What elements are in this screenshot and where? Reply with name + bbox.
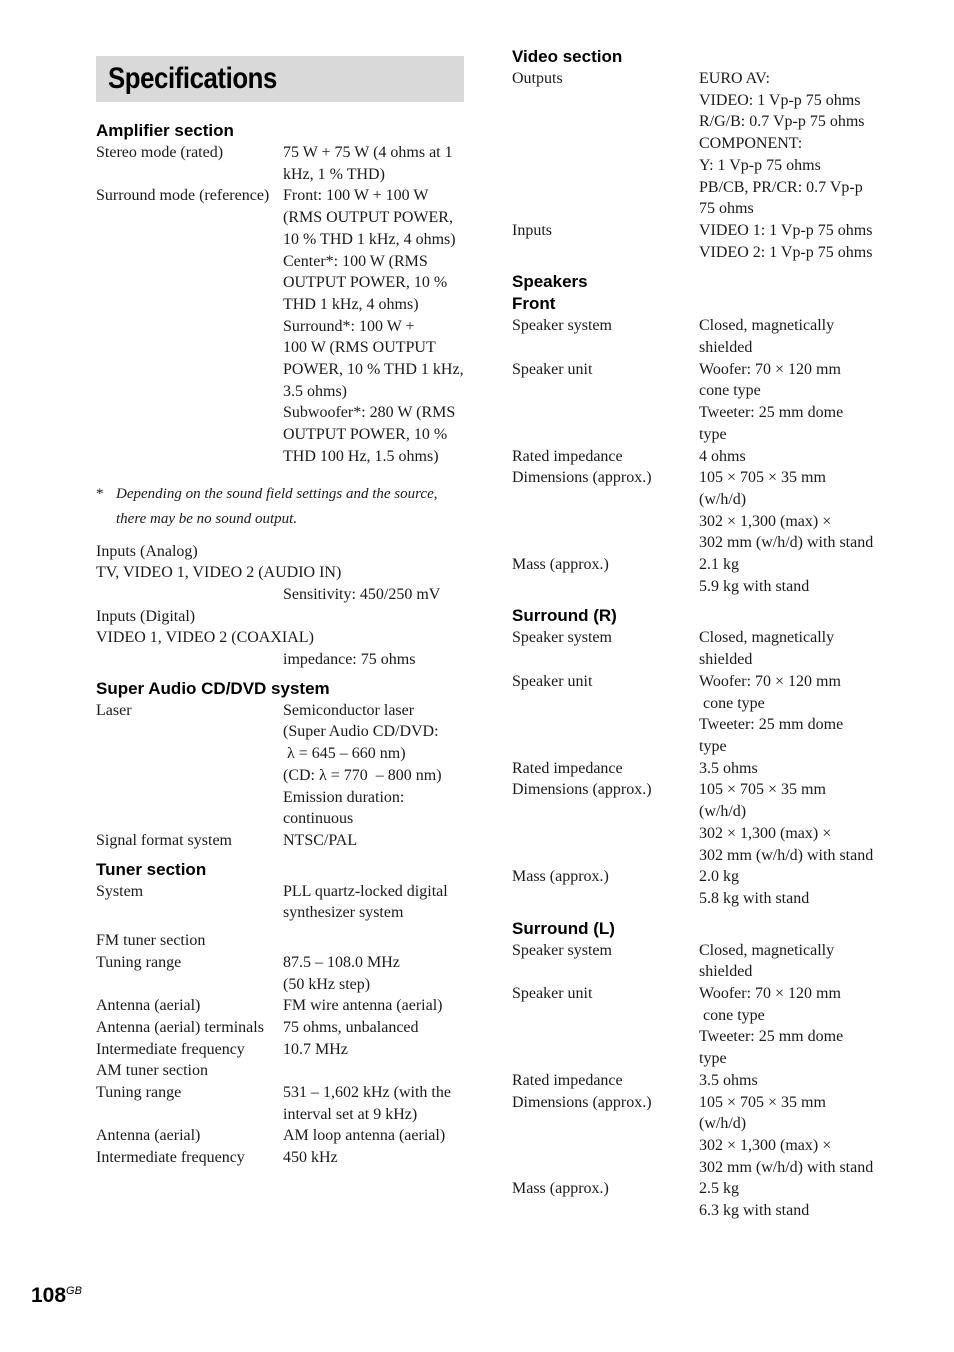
value-line: (w/h/d)	[699, 803, 747, 821]
spec-label: Intermediate frequency	[96, 1040, 245, 1058]
spec-row-am-range	[96, 1082, 466, 1125]
spec-row-front-system	[512, 315, 902, 358]
value-line: 2.0 kg	[699, 868, 739, 886]
spec-value	[699, 983, 902, 1070]
spec-label: Antenna (aerial)	[96, 997, 201, 1015]
spec-value: AM loop antenna (aerial)	[283, 1127, 446, 1145]
value-line: interval set at 9 kHz)	[283, 1105, 418, 1123]
value-line: 2.5 kg	[699, 1180, 739, 1198]
value-line: THD 1 kHz, 4 ohms)	[283, 295, 419, 313]
spec-label: Speaker system	[512, 941, 612, 959]
spec-row-fm-terminals	[96, 1017, 466, 1039]
value-line: 75 W + 75 W (4 ohms at 1	[283, 144, 453, 161]
value-line: Woofer: 70 × 120 mm	[699, 672, 841, 690]
spec-row-front-dimensions	[512, 467, 902, 554]
value-line: Tweeter: 25 mm dome	[699, 716, 844, 734]
spec-label: Speaker unit	[512, 985, 593, 1003]
spec-label: Mass (approx.)	[512, 868, 609, 886]
spec-value	[699, 467, 902, 554]
spec-value	[699, 779, 902, 866]
spec-row-signal-format	[96, 830, 466, 852]
spec-value: 450 kHz	[283, 1149, 338, 1167]
value-line: COMPONENT:	[699, 135, 803, 153]
spec-label: System	[96, 882, 144, 900]
value-line: 5.8 kg with stand	[699, 889, 810, 907]
spec-value	[283, 700, 466, 830]
spec-label: Speaker system	[512, 317, 612, 335]
spec-label: Mass (approx.)	[512, 1180, 609, 1198]
value-line: shielded	[699, 339, 753, 357]
value-line: Front: 100 W + 100 W	[283, 187, 429, 205]
value-line: Center*: 100 W (RMS	[283, 252, 428, 270]
spec-row-laser	[96, 700, 466, 830]
value-line: Semiconductor laser	[283, 701, 415, 719]
value-line: 302 mm (w/h/d) with stand	[699, 1158, 874, 1176]
spec-label: Inputs	[512, 221, 552, 239]
spec-value: 75 ohms, unbalanced	[283, 1018, 419, 1036]
spec-label: Dimensions (approx.)	[512, 781, 652, 799]
front-heading: Front	[512, 294, 556, 314]
value-line: 105 × 705 × 35 mm	[699, 781, 826, 799]
spec-row-surround-r-unit	[512, 671, 902, 758]
spec-label: Dimensions (approx.)	[512, 1093, 652, 1111]
spec-row-stereo	[96, 142, 466, 185]
value-line: kHz, 1 % THD)	[283, 165, 385, 183]
spec-value	[283, 142, 466, 185]
spec-label: Outputs	[512, 70, 563, 87]
value-line: Subwoofer*: 280 W (RMS	[283, 404, 456, 422]
value-line: (CD: λ = 770 – 800 nm)	[283, 766, 442, 784]
value-line: there may be no sound output.	[116, 510, 298, 527]
spec-value	[699, 68, 902, 220]
value-line: 2.1 kg	[699, 556, 739, 574]
value-line: (w/h/d)	[699, 490, 747, 508]
spec-label: Speaker system	[512, 629, 612, 647]
value-line: shielded	[699, 651, 753, 669]
value-line: continuous	[283, 810, 354, 828]
value-line: 302 × 1,300 (max) ×	[699, 1136, 832, 1154]
analog-inputs-line: TV, VIDEO 1, VIDEO 2 (AUDIO IN)	[96, 564, 342, 582]
spec-label: Rated impedance	[512, 759, 623, 777]
spec-label: Speaker unit	[512, 360, 593, 378]
spec-row-fm-antenna	[96, 995, 466, 1017]
digital-inputs-line: VIDEO 1, VIDEO 2 (COAXIAL)	[96, 629, 314, 647]
value-line: R/G/B: 0.7 Vp-p 75 ohms	[699, 113, 865, 131]
spec-value	[283, 1082, 466, 1125]
value-line: OUTPUT POWER, 10 %	[283, 426, 448, 444]
value-line: 302 × 1,300 (max) ×	[699, 512, 832, 530]
value-line: 100 W (RMS OUTPUT	[283, 339, 436, 357]
spec-label: Tuning range	[96, 953, 182, 971]
footnote-text	[116, 482, 466, 532]
value-line: 5.9 kg with stand	[699, 577, 810, 595]
spec-row-surround-l-unit	[512, 983, 902, 1070]
value-line: 302 × 1,300 (max) ×	[699, 824, 832, 842]
value-line: type	[699, 425, 727, 443]
value-line: type	[699, 1050, 727, 1068]
spec-row-surround	[96, 185, 466, 467]
sensitivity-value: Sensitivity: 450/250 mV	[283, 585, 441, 603]
value-line: cone type	[699, 1006, 765, 1024]
spec-value	[699, 554, 902, 597]
spec-label: Tuning range	[96, 1084, 182, 1102]
surround-l-heading: Surround (L)	[512, 918, 615, 938]
spec-value	[283, 185, 466, 467]
page-number-value: 108	[31, 1284, 67, 1307]
spec-row-surround-r-dimensions	[512, 779, 902, 866]
value-line: Y: 1 Vp-p 75 ohms	[699, 156, 821, 174]
spec-value	[699, 866, 902, 909]
spec-row-video-outputs	[512, 68, 902, 220]
value-line: (RMS OUTPUT POWER,	[283, 209, 453, 227]
value-line: 87.5 – 108.0 MHz	[283, 953, 400, 971]
value-line: VIDEO 2: 1 Vp-p 75 ohms	[699, 243, 873, 261]
value-line: shielded	[699, 963, 753, 981]
spec-value	[283, 881, 466, 924]
value-line: Tweeter: 25 mm dome	[699, 404, 844, 422]
inputs-digital-label: Inputs (Digital)	[96, 607, 196, 625]
sacd-heading: Super Audio CD/DVD system	[96, 678, 330, 698]
spec-row-front-impedance	[512, 446, 902, 468]
title-banner	[96, 56, 464, 102]
footnote-mark: *	[96, 485, 104, 502]
spec-value: 4 ohms	[699, 447, 746, 465]
spec-row-tuner-system	[96, 881, 466, 924]
spec-row-fm-range	[96, 952, 466, 995]
value-line: VIDEO 1: 1 Vp-p 75 ohms	[699, 221, 873, 239]
value-line: THD 100 Hz, 1.5 ohms)	[283, 447, 439, 465]
tuner-heading: Tuner section	[96, 859, 207, 879]
speakers-heading: Speakers	[512, 272, 588, 292]
video-heading: Video section	[512, 47, 623, 66]
spec-value: 10.7 MHz	[283, 1040, 348, 1058]
spec-row-surround-l-system	[512, 940, 902, 983]
spec-row-surround-l-dimensions	[512, 1092, 902, 1179]
am-section-label: AM tuner section	[96, 1062, 208, 1080]
spec-label: Rated impedance	[512, 447, 623, 465]
spec-row-front-mass	[512, 554, 902, 597]
spec-row-surround-l-impedance	[512, 1070, 902, 1092]
spec-label: Antenna (aerial) terminals	[96, 1018, 264, 1036]
value-line: Closed, magnetically	[699, 629, 835, 647]
value-line: VIDEO: 1 Vp-p 75 ohms	[699, 91, 861, 109]
impedance-value: impedance: 75 ohms	[283, 651, 416, 669]
value-line: OUTPUT POWER, 10 %	[283, 274, 448, 292]
spec-label: Antenna (aerial)	[96, 1127, 201, 1145]
value-line: 6.3 kg with stand	[699, 1202, 810, 1220]
value-line: 105 × 705 × 35 mm	[699, 469, 826, 487]
value-line: Tweeter: 25 mm dome	[699, 1028, 844, 1046]
value-line: (w/h/d)	[699, 1115, 747, 1133]
spec-value: 3.5 ohms	[699, 1071, 758, 1089]
spec-value	[699, 1178, 902, 1221]
value-line: Woofer: 70 × 120 mm	[699, 985, 841, 1003]
amplifier-heading: Amplifier section	[96, 121, 234, 140]
spec-value	[699, 671, 902, 758]
spec-value: 3.5 ohms	[699, 759, 758, 777]
spec-value	[699, 315, 902, 358]
value-line: (Super Audio CD/DVD:	[283, 723, 439, 741]
spec-label: Mass (approx.)	[512, 556, 609, 574]
value-line: type	[699, 737, 727, 755]
page-number	[31, 1284, 82, 1308]
spec-row-am-antenna	[96, 1125, 466, 1147]
spec-value	[699, 220, 902, 263]
value-line: cone type	[699, 694, 765, 712]
spec-row-front-unit	[512, 359, 902, 446]
value-line: Depending on the sound field settings and the source,	[116, 485, 438, 502]
spec-value	[283, 952, 466, 995]
page-number-suffix: GB	[66, 1285, 82, 1297]
value-line: 10 % THD 1 kHz, 4 ohms)	[283, 230, 456, 248]
spec-label: Intermediate frequency	[96, 1149, 245, 1167]
value-line: PLL quartz-locked digital	[283, 882, 448, 900]
value-line: Emission duration:	[283, 788, 405, 806]
inputs-analog-label: Inputs (Analog)	[96, 542, 198, 560]
value-line: (50 kHz step)	[283, 975, 371, 993]
spec-value: FM wire antenna (aerial)	[283, 997, 443, 1015]
value-line: Closed, magnetically	[699, 317, 835, 335]
value-line: POWER, 10 % THD 1 kHz,	[283, 361, 464, 379]
value-line: Surround*: 100 W +	[283, 317, 415, 335]
value-line: EURO AV:	[699, 70, 770, 87]
spec-row-video-inputs	[512, 220, 902, 263]
spec-row-surround-r-impedance	[512, 758, 902, 780]
spec-label: Surround mode (reference)	[96, 187, 270, 205]
value-line: cone type	[699, 382, 761, 400]
spec-row-fm-if	[96, 1039, 466, 1061]
fm-section-label: FM tuner section	[96, 932, 206, 950]
spec-row-surround-r-system	[512, 627, 902, 670]
value-line: PB/CB, PR/CR: 0.7 Vp-p	[699, 178, 863, 196]
surround-r-heading: Surround (R)	[512, 606, 617, 626]
value-line: synthesizer system	[283, 904, 404, 922]
spec-row-am-if	[96, 1147, 466, 1169]
spec-label: Laser	[96, 701, 132, 719]
value-line: 302 mm (w/h/d) with stand	[699, 846, 874, 864]
spec-label: Dimensions (approx.)	[512, 469, 652, 487]
page-title: Specifications	[108, 62, 277, 95]
spec-label: Signal format system	[96, 831, 232, 849]
value-line: Closed, magnetically	[699, 941, 835, 959]
footnote	[96, 482, 466, 532]
left-column	[96, 56, 466, 1169]
value-line: 105 × 705 × 35 mm	[699, 1093, 826, 1111]
value-line: 302 mm (w/h/d) with stand	[699, 534, 874, 552]
value-line: 3.5 ohms)	[283, 382, 347, 400]
value-line: 531 – 1,602 kHz (with the	[283, 1084, 451, 1102]
value-line: λ = 645 – 660 nm)	[283, 745, 406, 763]
spec-value	[699, 1092, 902, 1179]
spec-value: NTSC/PAL	[283, 831, 358, 849]
spec-value	[699, 627, 902, 670]
spec-row-surround-l-mass	[512, 1178, 902, 1221]
spec-label: Stereo mode (rated)	[96, 144, 224, 161]
right-column	[512, 46, 902, 1222]
spec-label: Speaker unit	[512, 672, 593, 690]
spec-value	[699, 940, 902, 983]
value-line: Woofer: 70 × 120 mm	[699, 360, 841, 378]
spec-row-surround-r-mass	[512, 866, 902, 909]
spec-value	[699, 359, 902, 446]
value-line: 75 ohms	[699, 200, 754, 218]
spec-label: Rated impedance	[512, 1071, 623, 1089]
